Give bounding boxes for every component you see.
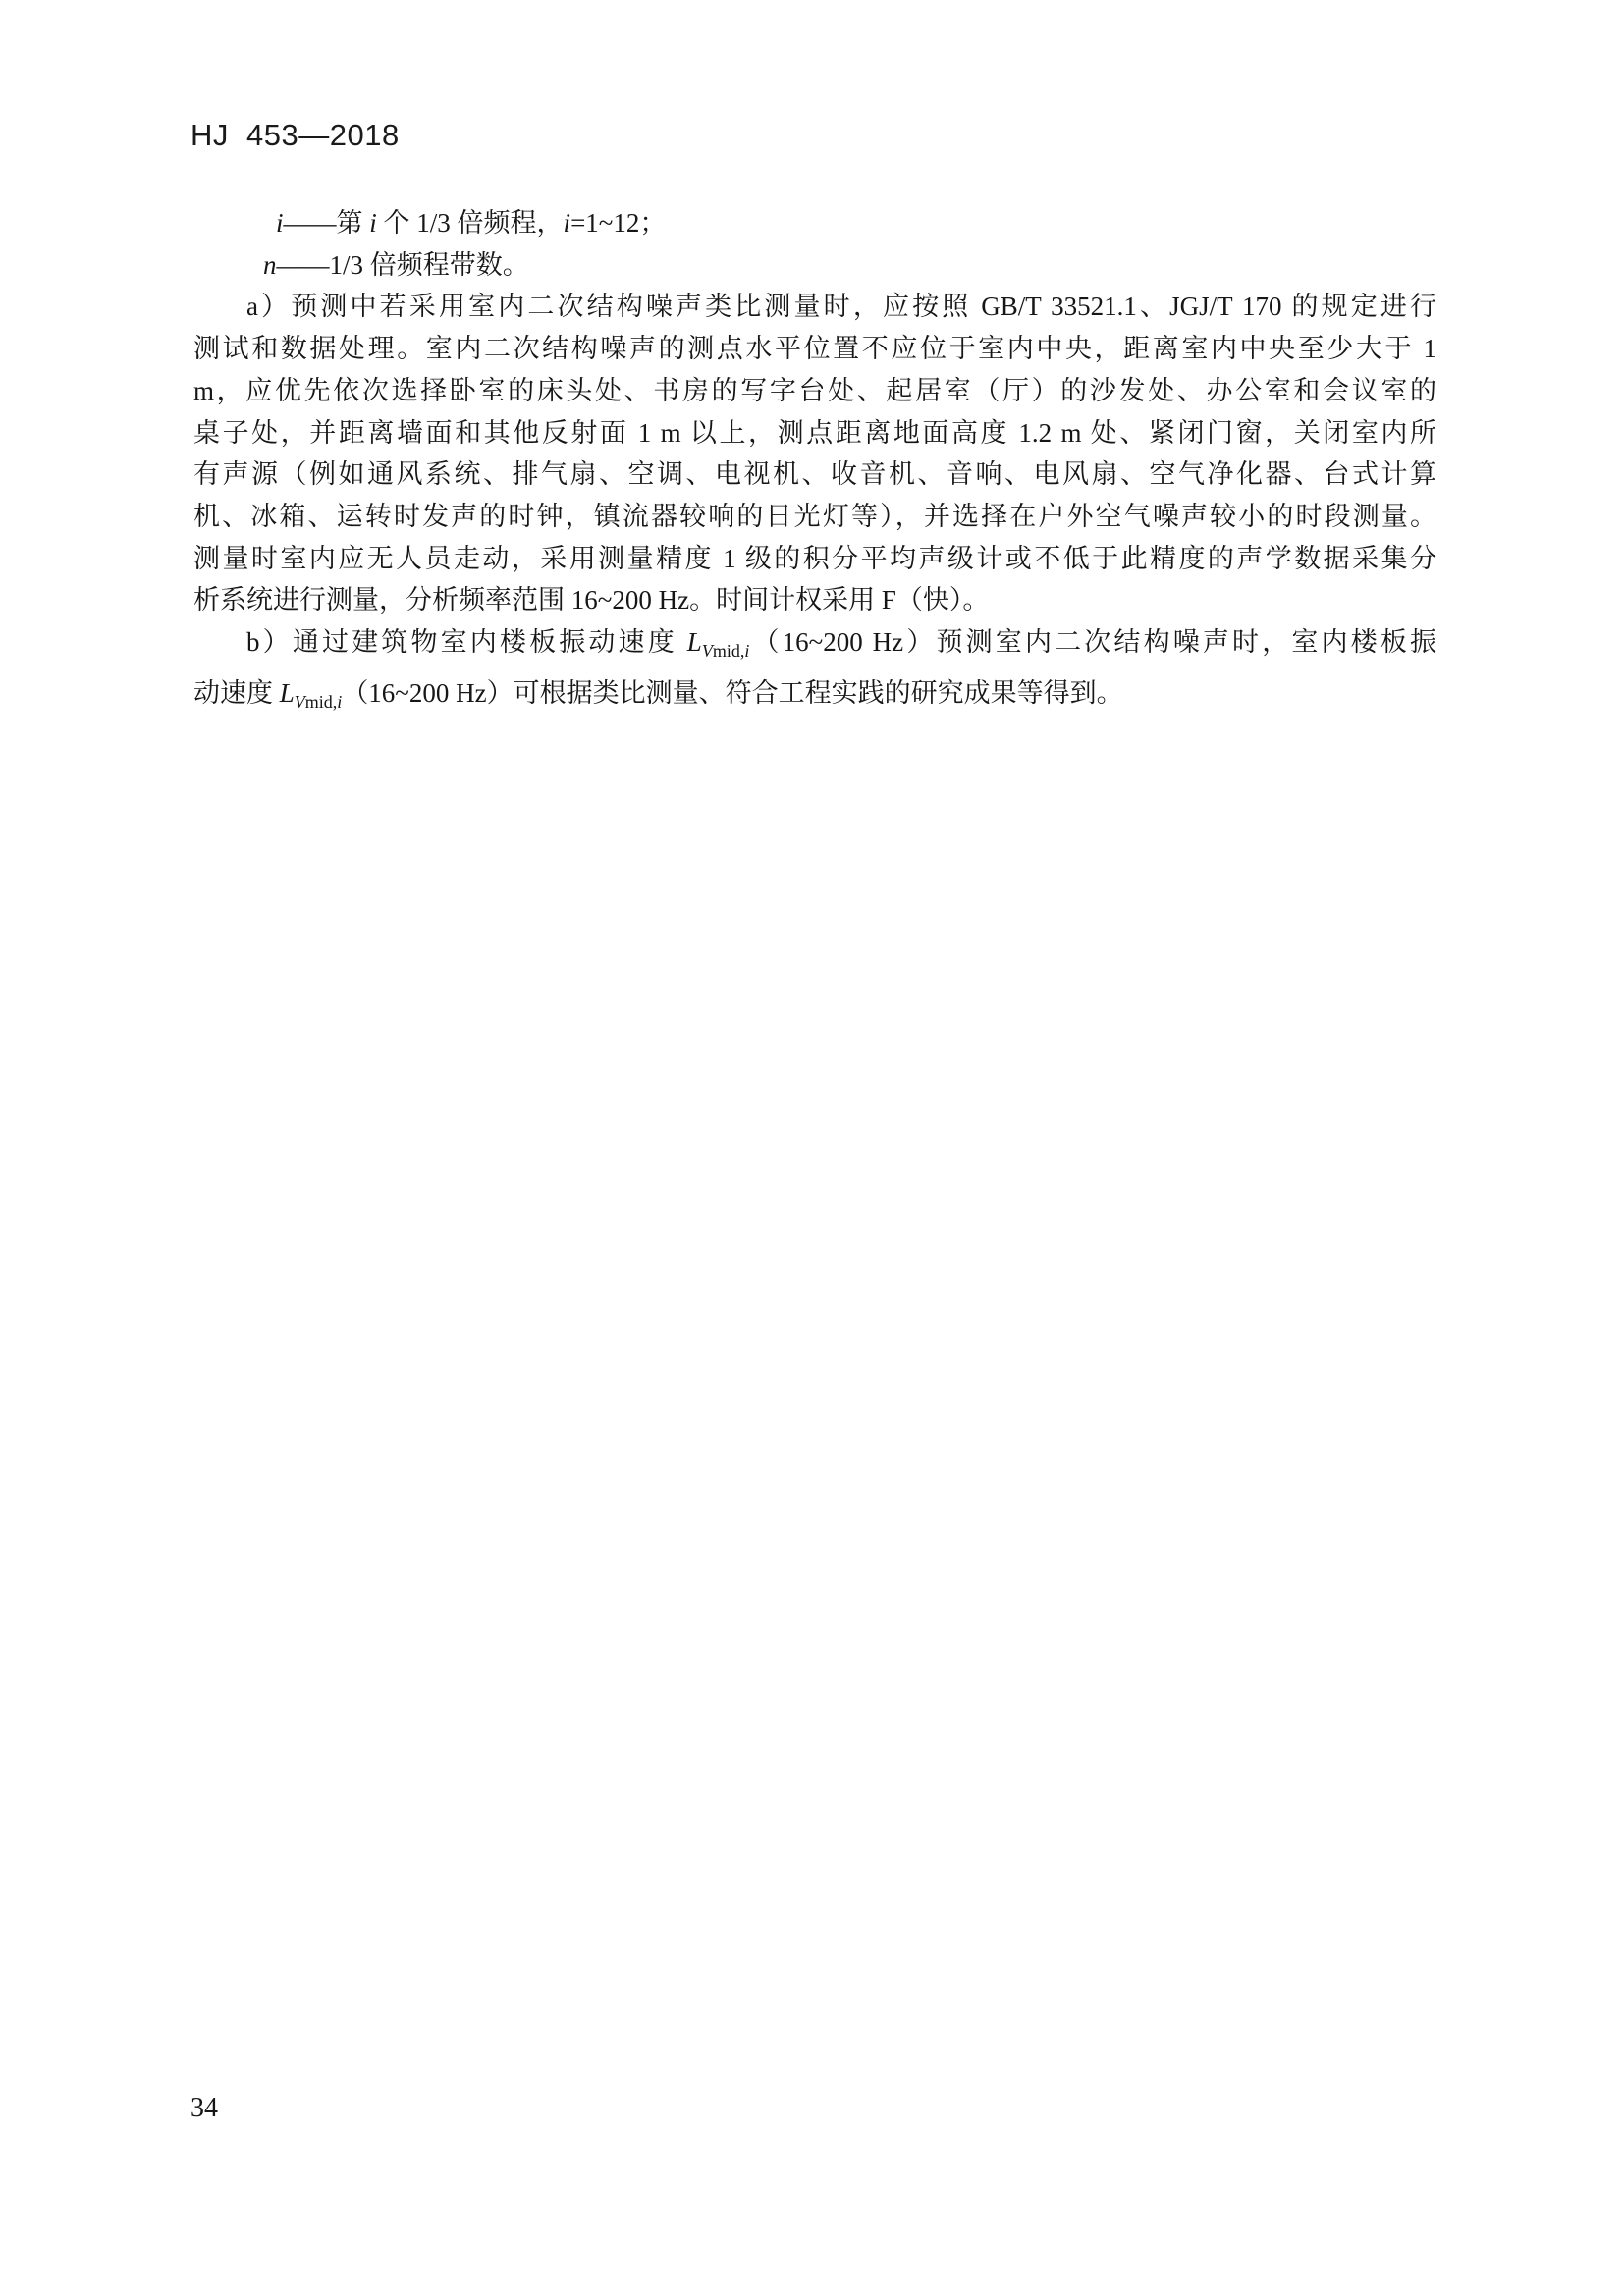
- text-segment: 机、冰箱、运转时发声的时钟，镇流器较响的日光灯等），并选择在户外空气噪声较小的时段测量。: [193, 501, 1436, 531]
- text-segment: 动速度: [193, 677, 280, 708]
- paragraph-a-line-8: [193, 579, 1436, 621]
- symbol-i: i: [276, 208, 284, 238]
- paragraph-a-line-1: [193, 286, 1436, 328]
- text-segment: 有声源（例如通风系统、排气扇、空调、电视机、收音机、音响、电风扇、空气净化器、台式计算: [193, 459, 1436, 490]
- symbol-n: n: [263, 249, 277, 280]
- text-segment: ——第: [283, 208, 370, 238]
- text-segment: a）预测中若采用室内二次结构噪声类比测量时，应按照 GB/T 33521.1、JGJ/T 170 的规定进行: [246, 292, 1436, 322]
- paragraph-a-line-2: [193, 328, 1436, 370]
- text-segment: m，应优先依次选择卧室的床头处、书房的写字台处、起居室（厅）的沙发处、办公室和会议室的: [193, 375, 1436, 405]
- text-segment: 析系统进行测量，分析频率范围 16~200 Hz。时间计权采用 F（快）。: [193, 585, 990, 615]
- subscript-i: i: [337, 691, 343, 712]
- paragraph-a-line-4: [193, 412, 1436, 454]
- paragraph-a-line-7: [193, 538, 1436, 580]
- body-text: [193, 202, 1436, 722]
- symbol-i: i: [563, 208, 571, 238]
- paragraph-a-line-3: [193, 370, 1436, 412]
- subscript-mid: mid,: [712, 641, 745, 662]
- subscript-mid: mid,: [304, 691, 338, 712]
- text-segment: （16~200 Hz）预测室内二次结构噪声时，室内楼板振: [749, 627, 1436, 658]
- paragraph-a-line-6: [193, 496, 1436, 538]
- paragraph-b-line-2: [193, 672, 1436, 723]
- header-standard-code: HJ 453—2018: [190, 118, 400, 152]
- text-segment: 个 1/3 倍频程，: [376, 208, 564, 238]
- paragraph-a-line-5: [193, 454, 1436, 496]
- text-segment: 桌子处，并距离墙面和其他反射面 1 m 以上，测点距离地面高度 1.2 m 处、紧闭门窗，关闭室内所: [193, 417, 1436, 448]
- subscript-i: i: [744, 641, 750, 662]
- text-segment: ——1/3 倍频程带数。: [276, 249, 529, 280]
- subscript-V: V: [294, 691, 305, 712]
- paragraph-b-line-1: [193, 621, 1436, 672]
- definition-line-n: [193, 244, 1436, 287]
- text-segment: 测试和数据处理。室内二次结构噪声的测点水平位置不应位于室内中央，距离室内中央至少大于 1: [193, 334, 1436, 364]
- text-segment: 测量时室内应无人员走动，采用测量精度 1 级的积分平均声级计或不低于此精度的声学数据采集分: [193, 543, 1436, 573]
- symbol-L: L: [279, 677, 295, 708]
- symbol-i: i: [369, 208, 377, 238]
- text-segment: =1~12；: [570, 208, 667, 238]
- definition-line-i: [193, 202, 1436, 244]
- text-segment: b）通过建筑物室内楼板振动速度: [246, 627, 687, 658]
- symbol-L: L: [686, 627, 702, 658]
- text-segment: （16~200 Hz）可根据类比测量、符合工程实践的研究成果等得到。: [342, 677, 1123, 708]
- page-number: 34: [190, 2093, 218, 2123]
- subscript-V: V: [701, 641, 713, 662]
